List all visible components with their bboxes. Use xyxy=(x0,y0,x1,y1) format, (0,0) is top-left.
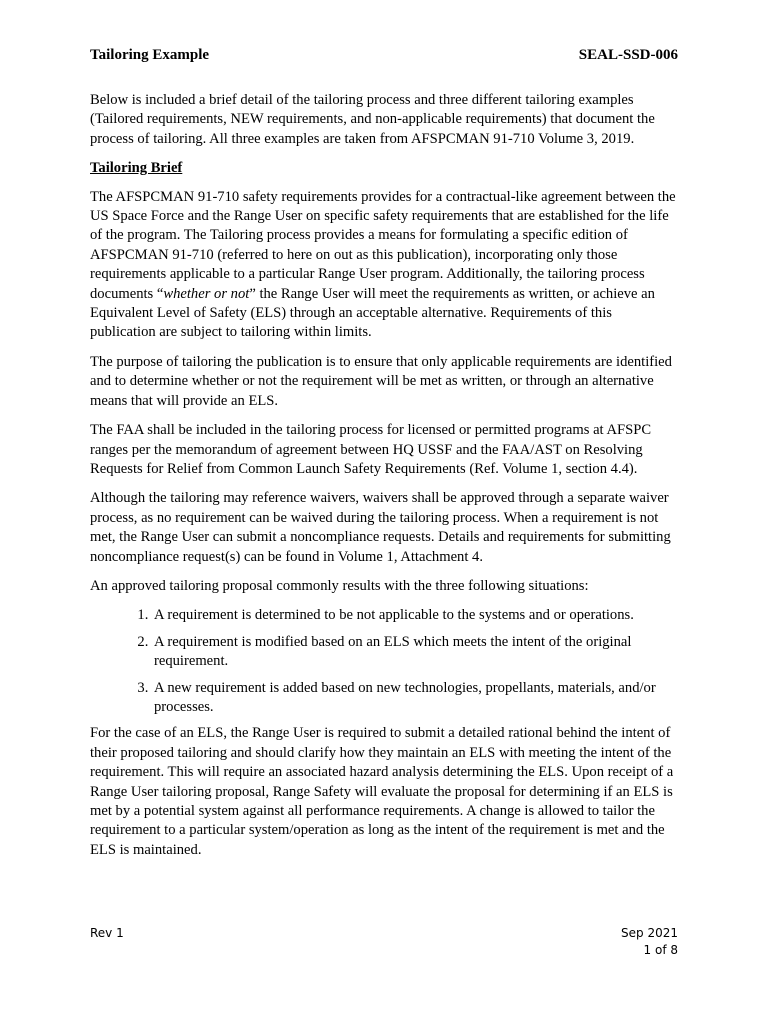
list-item: 2. A requirement is modified based on an ELS which meets the intent of the original requirement. xyxy=(152,633,680,672)
intro-paragraph: Below is included a brief detail of the tailoring process and three different tailoring examples (Tailored requirements, NEW requirements, and non-applicable requirements) that document the process of tailoring. All three examples are taken from AFSPCMAN 91-710 Volume 3, 2019. xyxy=(90,92,655,147)
date-label: Sep 2021 xyxy=(621,926,678,940)
paragraph-text: ” the Range User will meet the requirements as written xyxy=(249,285,570,302)
paragraph-situations-intro: An approved tailoring proposal commonly results with the three following situations: xyxy=(90,577,589,594)
paragraph-text: , or achieve an Equivalent Level of Safety (ELS) through an acceptable alternative. Requirements of this publication are subject to tailoring within limits. xyxy=(90,285,655,341)
page-number: 1 of 8 xyxy=(643,943,678,957)
document-body xyxy=(90,91,680,870)
list-item: 1. A requirement is determined to be not applicable to the systems and or operations. xyxy=(152,606,680,625)
paragraph-waivers: Although the tailoring may reference waivers, waivers shall be approved through a separate waiver process, as no requirement can be waived during the tailoring process. When a requirement is not met, the Range User can submit a noncompliance requests. Details and requirements for submitting noncompliance request(s) can be found in Volume 1, Attachment 4. xyxy=(90,490,671,565)
revision-label: Rev 1 xyxy=(90,926,124,940)
paragraph-tailoring-definition xyxy=(90,188,680,343)
list-item: 3. A new requirement is added based on new technologies, propellants, materials, and/or processes. xyxy=(152,679,680,718)
italic-text: whether or not xyxy=(163,285,250,302)
paragraph-text: The AFSPCMAN 91-710 safety requirements provides for a contractual-like agreement between the US Space Force and the Range User on specific safety requirements that are established for the life of the program. The Tailoring process provides a means for formulating a specific edition of AFSPCMAN 91-710 (referred to here on out as this publication), incorporating only those requirements applicable to a particular Range User program. Additionally, the tailoring process documents “ xyxy=(90,188,676,302)
document-id: SEAL-SSD-006 xyxy=(578,47,678,63)
paragraph-els: For the case of an ELS, the Range User is required to submit a detailed rational behind the intent of their proposed tailoring and should clarify how they maintain an ELS with meeting the intent of the requirement. This will require an associated hazard analysis determining the ELS. Upon receipt of a Range User tailoring proposal, Range Safety will evaluate the proposal for determining if an ELS is met by a potential system against all performance requirements. A change is allowed to tailor the requirement to a particular system/operation as long as the intent of the requirement is met and the ELS is maintained. xyxy=(90,725,674,858)
paragraph-faa: The FAA shall be included in the tailoring process for licensed or permitted programs at AFSPC ranges per the memorandum of agreement between HQ USSF and the FAA/AST on Resolving Requests for Relief from Common Launch Safety Requirements (Ref. Volume 1, section 4.4). xyxy=(90,422,652,477)
situations-list xyxy=(90,606,680,717)
paragraph-purpose: The purpose of tailoring the publication is to ensure that only applicable requirements are identified and to determine whether or not the requirement will be met as written, or through an alternative means that will provide an ELS. xyxy=(90,353,672,409)
section-heading: Tailoring Brief xyxy=(90,160,183,177)
page-footer xyxy=(90,925,678,959)
header-title: Tailoring Example xyxy=(90,47,210,63)
page-header xyxy=(90,45,678,65)
